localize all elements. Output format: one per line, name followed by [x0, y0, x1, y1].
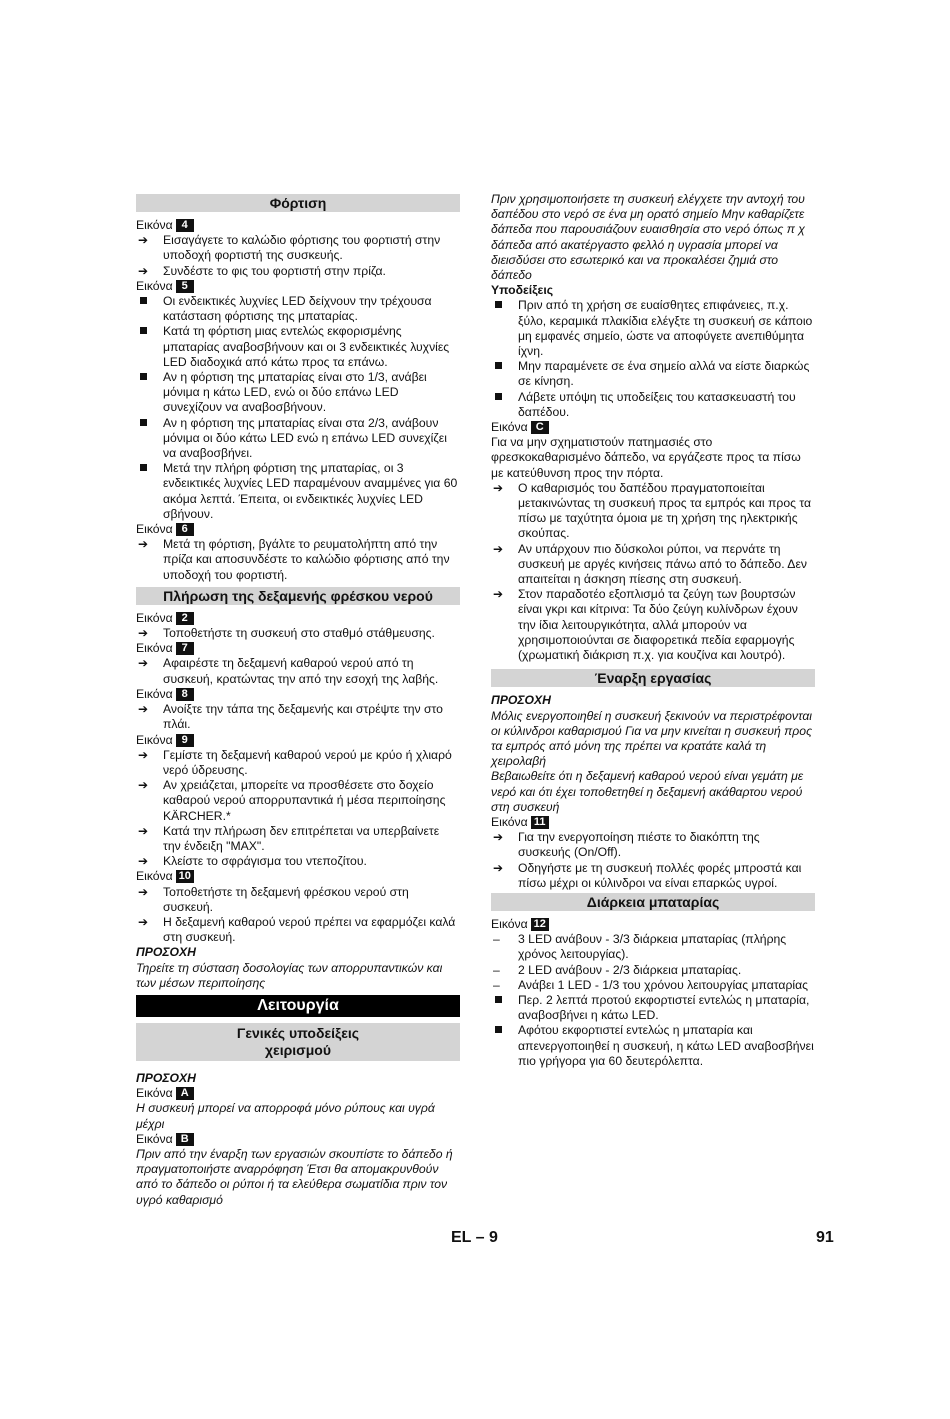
list-item [491, 978, 815, 993]
figure-ref [136, 687, 460, 702]
arrow-icon: ➔ [493, 541, 504, 556]
figure-ref [136, 641, 460, 656]
bullet-square-icon [138, 370, 158, 385]
list-item [491, 830, 815, 860]
step-text: Μετά τη φόρτιση, βγάλτε το ρευματολήπτη από την πρίζα και αποσυνδέστε το καλώδιο φόρτισης από την υποδοχή του φορτιστή. [163, 537, 450, 582]
list-item [491, 587, 815, 663]
list-item [491, 993, 815, 1023]
section-header-battery: Διάρκεια μπαταρίας [491, 893, 815, 911]
step-text: Κατά την πλήρωση δεν επιτρέπεται να υπερβαίνετε την ένδειξη "MAX". [163, 823, 440, 853]
dash-icon: – [493, 932, 500, 947]
figure-label: Εικόνα [491, 420, 528, 435]
dash-text: 3 LED ανάβουν - 3/3 διάρκεια μπαταρίας (πλήρης χρόνος λειτουργίας). [518, 932, 787, 962]
arrow-icon: ➔ [138, 884, 149, 899]
dash-text: Ανάβει 1 LED - 1/3 του χρόνου λειτουργίας μπαταρίας [518, 977, 809, 992]
arrow-icon: ➔ [138, 747, 149, 762]
figure-ref [136, 1086, 460, 1101]
caution-text: Μόλις ενεργοποιηθεί η συσκευή ξεκινούν να περιστρέφονται οι κύλινδροι καθαρισμού Για να μην κινείται η συσκευή προς τα εμπρός από μόνη της πρέπει να κρατάτε καλά τη χειρολαβή [491, 708, 812, 769]
section-header-line: χειρισμού [265, 1041, 331, 1058]
list-item [136, 748, 460, 778]
section-header-operation: Λειτουργία [136, 995, 460, 1017]
step-text: Γεμίστε τη δεξαμενή καθαρού νερού με κρύο ή χλιαρό νερό ύδρευσης. [163, 747, 452, 777]
bullet-square-icon [493, 298, 513, 313]
step-text: Οδηγήστε με τη συσκευή πολλές φορές μπροστά και πίσω μέχρι οι κύλινδροι να είναι επαρκώς υγροί. [518, 860, 802, 890]
figure-label: Εικόνα [136, 732, 173, 747]
step-text: Κλείστε το σφράγισμα του ντεποζίτου. [163, 854, 367, 869]
figure-badge: 6 [176, 523, 194, 536]
bullet-text: Αν η φόρτιση της μπαταρίας είναι στο 1/3, ανάβει μόνιμα η κάτω LED, ενώ οι δύο επάνω LED συνεχίζουν να αναβοσβήνουν. [163, 370, 427, 415]
figure-ref [491, 420, 815, 435]
step-text: Στον παραδοτέο εξοπλισμό τα ζεύγη των βουρτσών είναι γκρι και κίτρινα: Τα δύο ζεύγη κυλίνδρων έχουν την ίδια λειτουργικότητα, αλλά μπορούν να χρησιμοποιούνται σε διαφορετικά πεδία εφαρμογής (χρωματική διάκριση π.χ. για κουζίνα και λουτρό). [518, 587, 798, 663]
bullet-text: Οι ενδεικτικές λυχνίες LED δείχνουν την τρέχουσα κατάσταση φόρτισης της μπαταρίας. [163, 294, 432, 324]
arrow-icon: ➔ [493, 587, 504, 602]
list-item [491, 481, 815, 542]
section-header-start: Έναρξη εργασίας [491, 669, 815, 687]
left-column [136, 192, 460, 1208]
figure-label: Εικόνα [136, 641, 173, 656]
figure-badge: 12 [531, 918, 549, 931]
caution-text: Η συσκευή μπορεί να απορροφά μόνο ρύπους και υγρά μέχρι [136, 1101, 435, 1131]
step-text: Συνδέστε το φις του φορτιστή στην πρίζα. [163, 263, 386, 278]
step-text: Τοποθετήστε τη συσκευή στο σταθμό στάθμευσης. [163, 626, 435, 641]
right-column [491, 192, 815, 1069]
dash-text: 2 LED ανάβουν - 2/3 διάρκεια μπαταρίας. [518, 962, 742, 977]
bullet-square-icon [138, 324, 158, 339]
bullet-text: Αν η φόρτιση της μπαταρίας είναι στα 2/3, ανάβουν μόνιμα οι δύο κάτω LED ενώ η επάνω LED συνεχίζει να αναβοσβήνει. [163, 415, 447, 461]
figure-ref [136, 279, 460, 294]
figure-badge: C [531, 421, 549, 434]
figure-badge: 9 [176, 734, 194, 747]
figure-badge: 5 [176, 280, 194, 293]
caution-text: Πριν χρησιμοποιήσετε τη συσκευή ελέγχετε την αντοχή του δαπέδου στο νερό σε ένα μη ορατό σημείο Μην καθαρίζετε δάπεδα που παρουσιάζουν ευαισθησία στο νερό όπως π χ δάπεδα από ακατέργαστο φελλό η υγρασία μπορεί να διεισδύσει στο εσωτερικό και να προκαλέσει ζημιά στο δάπεδο [491, 192, 805, 283]
figure-ref [136, 611, 460, 626]
section-header-general [136, 1023, 460, 1061]
step-text: Η δεξαμενή καθαρού νερού πρέπει να εφαρμόζει καλά στη συσκευή. [163, 914, 456, 945]
figure-badge: 10 [176, 870, 194, 883]
figure-label: Εικόνα [136, 522, 173, 537]
section-header-charging: Φόρτιση [136, 194, 460, 212]
footer-language-page: EL – 9 [451, 1229, 498, 1246]
bullet-square-icon [493, 1023, 513, 1038]
figure-ref [136, 1132, 460, 1147]
list-item [136, 370, 460, 416]
arrow-icon: ➔ [138, 823, 149, 838]
caution-text: Βεβαιωθείτε ότι η δεξαμενή καθαρού νερού είναι γεμάτη με νερό και ότι έχει τοποθετηθεί η δεξαμενή ακάθαρτου νερού στη συσκευή [491, 769, 804, 814]
list-item [136, 416, 460, 462]
step-text: Ο καθαρισμός του δαπέδου πραγματοποιείται μετακινώντας τη συσκευή προς τα εμπρός και προς τα πίσω με ταχύτητα όμοια με τη χρήση της ηλεκτρικής σκούπας. [518, 480, 812, 541]
list-item [136, 885, 460, 915]
step-text: Εισαγάγετε το καλώδιο φόρτισης του φορτιστή στην υποδοχή φορτιστή της συσκευής. [163, 233, 441, 263]
paragraph: Για να μην σχηματιστούν πατημασιές στο φρεσκοκαθαρισμένο δάπεδο, να εργάζεστε προς τα πίσω με κατεύθυνση προς την πόρτα. [491, 435, 801, 480]
step-text: Τοποθετήστε τη δεξαμενή φρέσκου νερού στη συσκευή. [163, 884, 409, 914]
bullet-square-icon [138, 294, 158, 309]
bullet-text: Περ. 2 λεπτά προτού εκφορτιστεί εντελώς η μπαταρία, αναβοσβήνει η κάτω LED. [518, 992, 810, 1023]
bullet-square-icon [493, 993, 513, 1008]
figure-label: Εικόνα [491, 916, 528, 931]
list-item [136, 626, 460, 641]
figure-label: Εικόνα [136, 1086, 173, 1101]
step-text: Αφαιρέστε τη δεξαμενή καθαρού νερού από τη συσκευή, κρατώντας την από την εσοχή της λαβής. [163, 656, 439, 686]
bullet-square-icon [138, 416, 158, 431]
section-header-fill: Πλήρωση της δεξαμενής φρέσκου νερού [136, 587, 460, 605]
list-item [136, 233, 460, 263]
list-item [136, 461, 460, 522]
figure-ref [136, 869, 460, 884]
bullet-square-icon [138, 461, 158, 476]
step-text: Αν χρειάζεται, μπορείτε να προσθέσετε στο δοχείο καθαρού νερού απορρυπαντικά ή μέσα περιποίησης KÄRCHER.* [163, 778, 446, 823]
list-item [136, 824, 460, 854]
bullet-text: Λάβετε υπόψη τις υποδείξεις του κατασκευαστή του δαπέδου. [518, 389, 796, 419]
bullet-text: Πριν από τη χρήση σε ευαίσθητες επιφάνειες, π.χ. ξύλο, κεραμικά πλακίδια ελέγξτε τη συσκευή σε κάποιο μη εμφανές σημείο, ώστε να αποφύγετε ανεπιθύμητα ίχνη. [518, 298, 813, 359]
bullet-square-icon [493, 390, 513, 405]
list-item [491, 932, 815, 962]
figure-ref [491, 917, 815, 932]
bullet-text: Κατά τη φόρτιση μιας εντελώς εκφορισμένης μπαταρίας αναβοσβήνουν και οι 3 ενδεικτικές λυχνίες LED διαδοχικά από κάτω προς τα επάνω. [163, 324, 450, 369]
step-text: Για την ενεργοποίηση πιέστε το διακόπτη της συσκευής (On/Off). [518, 830, 760, 860]
list-item [491, 963, 815, 978]
figure-ref [136, 522, 460, 537]
arrow-icon: ➔ [138, 233, 149, 248]
bullet-text: Μην παραμένετε σε ένα σημείο αλλά να είστε διαρκώς σε κίνηση. [518, 359, 810, 389]
figure-label: Εικόνα [136, 686, 173, 701]
arrow-icon: ➔ [138, 854, 149, 869]
figure-badge: 8 [176, 688, 194, 701]
footer-page-number: 91 [816, 1229, 834, 1246]
figure-ref [491, 815, 815, 830]
caution-label: ΠΡΟΣΟΧΗ [136, 1070, 196, 1085]
caution-text: Πριν από την έναρξη των εργασιών σκουπίστε το δάπεδο ή πραγματοποιήστε αναρρόφηση Έτσι θα απομακρυνθούν από το δάπεδο οι ρύποι ή τα ελεύθερα σωματίδια πριν τον υγρό καθαρισμό [136, 1146, 453, 1207]
hints-heading: Υποδείξεις [491, 283, 554, 298]
arrow-icon: ➔ [138, 702, 149, 717]
list-item [491, 861, 815, 891]
arrow-icon: ➔ [493, 480, 504, 495]
list-item [136, 778, 460, 824]
figure-ref [136, 218, 460, 233]
list-item [491, 390, 815, 420]
dash-icon: – [493, 962, 500, 977]
figure-label: Εικόνα [136, 610, 173, 625]
bullet-text: Μετά την πλήρη φόρτιση της μπαταρίας, οι 3 ενδεικτικές λυχνίες LED παραμένουν αναμμένες για 60 ακόμα λεπτά. Έπειτα, οι ενδεικτικές λυχνίες LED σβήνουν. [163, 461, 458, 521]
list-item [136, 294, 460, 324]
figure-badge: 2 [176, 612, 194, 625]
figure-badge: 4 [176, 219, 194, 232]
caution-label: ΠΡΟΣΟΧΗ [136, 945, 196, 960]
figure-label: Εικόνα [136, 869, 173, 884]
arrow-icon: ➔ [138, 914, 149, 929]
list-item [136, 537, 460, 583]
list-item [491, 1023, 815, 1069]
list-item [136, 324, 460, 370]
step-text: Αν υπάρχουν πιο δύσκολοι ρύποι, να περνάτε τη συσκευή με αργές κινήσεις πάνω από το δάπεδο. Δεν απαιτείται η άσκηση πίεσης στη συσκευή. [518, 541, 807, 587]
arrow-icon: ➔ [138, 263, 149, 278]
figure-badge: 11 [531, 816, 549, 829]
arrow-icon: ➔ [493, 860, 504, 875]
arrow-icon: ➔ [138, 626, 149, 641]
caution-text: Τηρείτε τη σύσταση δοσολογίας των απορρυπαντικών και των μέσων περιποίησης [136, 960, 443, 990]
figure-ref [136, 733, 460, 748]
figure-badge: B [176, 1133, 194, 1146]
dash-icon: – [493, 977, 500, 992]
list-item [491, 359, 815, 389]
figure-label: Εικόνα [136, 1131, 173, 1146]
list-item [136, 702, 460, 732]
list-item [491, 542, 815, 588]
figure-label: Εικόνα [136, 278, 173, 293]
figure-label: Εικόνα [491, 814, 528, 829]
list-item [136, 854, 460, 869]
bullet-square-icon [493, 359, 513, 374]
arrow-icon: ➔ [138, 656, 149, 671]
figure-label: Εικόνα [136, 218, 173, 232]
list-item [136, 915, 460, 945]
step-text: Ανοίξτε την τάπα της δεξαμενής και στρέψτε την στο πλάι. [163, 702, 443, 732]
arrow-icon: ➔ [493, 830, 504, 845]
list-item [136, 264, 460, 279]
figure-badge: A [176, 1087, 194, 1100]
section-header-line: Γενικές υποδείξεις [236, 1024, 360, 1041]
arrow-icon: ➔ [138, 778, 149, 793]
arrow-icon: ➔ [138, 537, 149, 552]
figure-badge: 7 [176, 642, 194, 655]
caution-label: ΠΡΟΣΟΧΗ [491, 693, 551, 708]
bullet-text: Αφότου εκφορτιστεί εντελώς η μπαταρία και απενεργοποιηθεί η συσκευή, η κάτω LED αναβοσβήνει πιο γρήγορα για 60 δευτερόλεπτα. [518, 1023, 814, 1068]
list-item [136, 656, 460, 686]
list-item [491, 298, 815, 359]
